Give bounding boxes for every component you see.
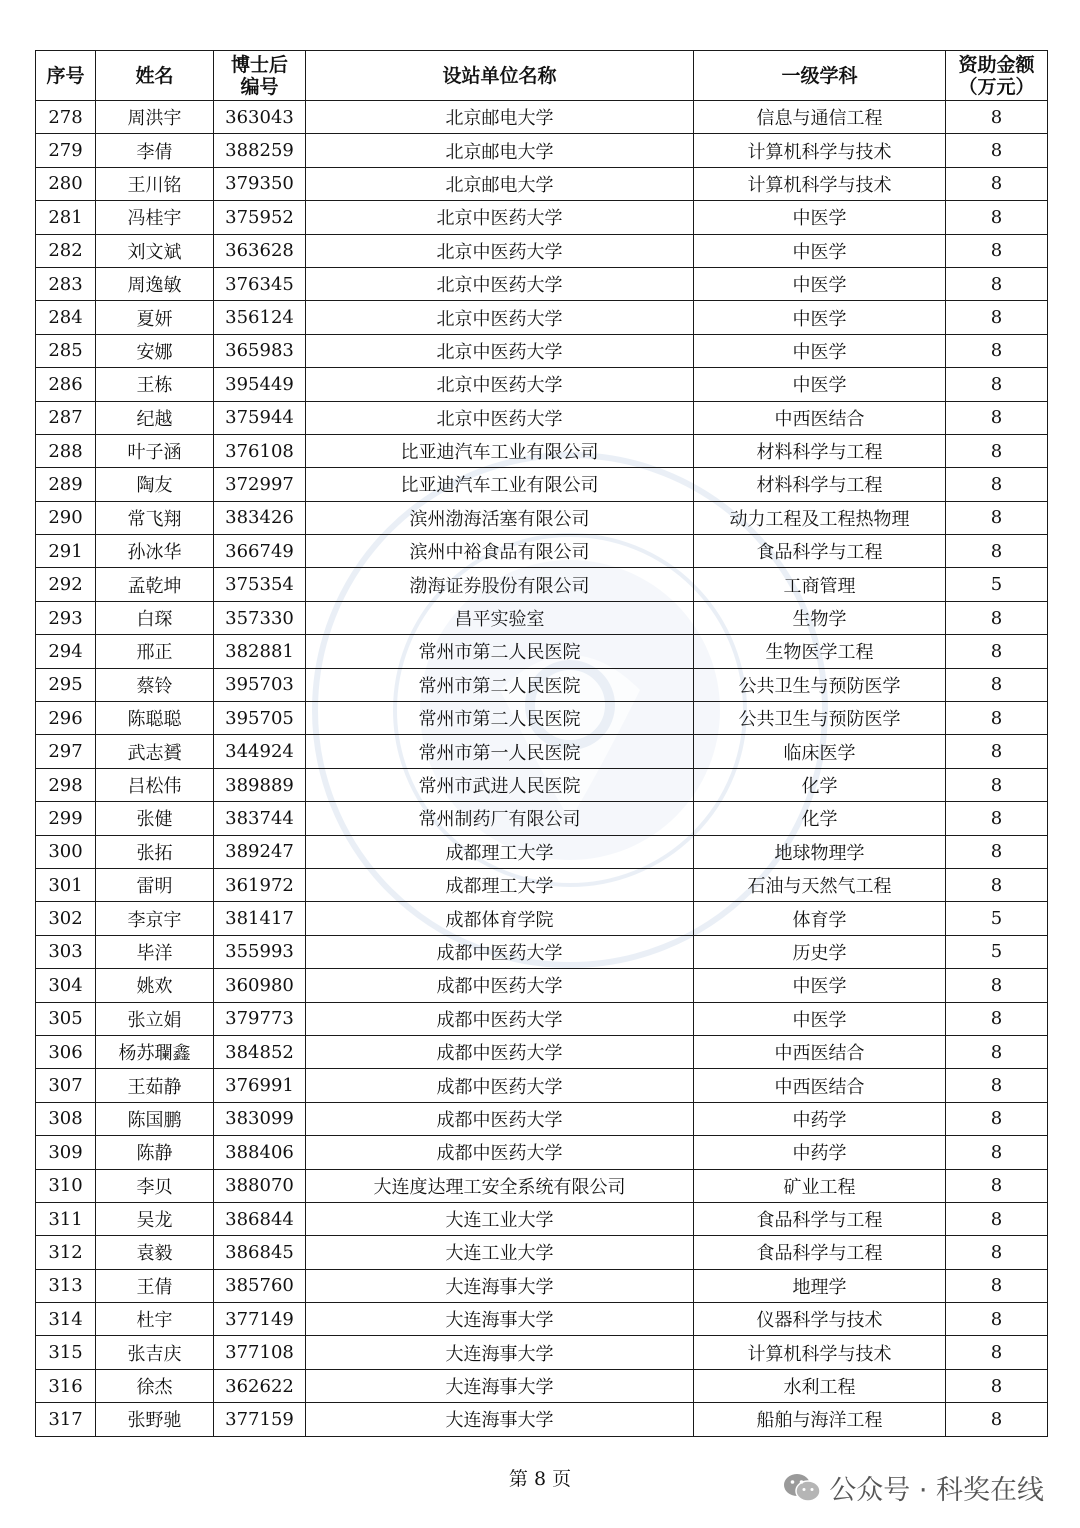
cell-unit: 成都中医药大学 (306, 935, 694, 968)
cell-id: 356124 (214, 301, 306, 334)
table-row (36, 434, 1048, 467)
cell-unit: 北京中医药大学 (306, 334, 694, 367)
cell-id: 361972 (214, 868, 306, 901)
cell-discipline: 中西医结合 (694, 1035, 946, 1068)
cell-amount: 8 (946, 201, 1048, 234)
table-row (36, 134, 1048, 167)
cell-discipline: 公共卫生与预防医学 (694, 702, 946, 735)
cell-name: 孟乾坤 (96, 568, 214, 601)
cell-unit: 成都中医药大学 (306, 1102, 694, 1135)
cell-name: 吕松伟 (96, 768, 214, 801)
cell-index: 296 (36, 702, 96, 735)
cell-discipline: 食品科学与工程 (694, 535, 946, 568)
cell-index: 299 (36, 802, 96, 835)
cell-index: 308 (36, 1102, 96, 1135)
cell-name: 杨苏瓓鑫 (96, 1035, 214, 1068)
cell-id: 389889 (214, 768, 306, 801)
cell-discipline: 中药学 (694, 1136, 946, 1169)
wechat-account-label: 公众号 · 科奖在线 (829, 1475, 1044, 1506)
cell-name: 纪越 (96, 401, 214, 434)
cell-discipline: 中医学 (694, 267, 946, 300)
cell-name: 夏妍 (96, 301, 214, 334)
cell-id: 383426 (214, 501, 306, 534)
cell-id: 386845 (214, 1236, 306, 1269)
cell-index: 283 (36, 267, 96, 300)
cell-index: 295 (36, 668, 96, 701)
cell-amount: 8 (946, 668, 1048, 701)
table-row (36, 902, 1048, 935)
cell-name: 吴龙 (96, 1202, 214, 1235)
header-postdoc-id (214, 51, 306, 101)
cell-name: 陈国鹏 (96, 1102, 214, 1135)
cell-unit: 昌平实验室 (306, 601, 694, 634)
cell-name: 白琛 (96, 601, 214, 634)
cell-unit: 常州市第二人民医院 (306, 635, 694, 668)
cell-discipline: 食品科学与工程 (694, 1202, 946, 1235)
cell-name: 安娜 (96, 334, 214, 367)
cell-amount: 8 (946, 768, 1048, 801)
cell-unit: 大连工业大学 (306, 1202, 694, 1235)
cell-unit: 常州制药厂有限公司 (306, 802, 694, 835)
cell-discipline: 化学 (694, 768, 946, 801)
cell-id: 375354 (214, 568, 306, 601)
cell-discipline: 矿业工程 (694, 1169, 946, 1202)
cell-index: 278 (36, 101, 96, 134)
cell-amount: 8 (946, 1403, 1048, 1436)
cell-amount: 8 (946, 101, 1048, 134)
cell-id: 377149 (214, 1303, 306, 1336)
header-name: 姓名 (96, 51, 214, 101)
cell-discipline: 体育学 (694, 902, 946, 935)
cell-discipline: 生物医学工程 (694, 635, 946, 668)
cell-index: 302 (36, 902, 96, 935)
cell-discipline: 水利工程 (694, 1369, 946, 1402)
page-number: 第 8 页 (508, 1468, 572, 1490)
cell-name: 王川铭 (96, 167, 214, 200)
cell-discipline: 材料科学与工程 (694, 434, 946, 467)
cell-unit: 成都理工大学 (306, 868, 694, 901)
cell-unit: 北京邮电大学 (306, 134, 694, 167)
cell-discipline: 仪器科学与技术 (694, 1303, 946, 1336)
cell-name: 王栋 (96, 368, 214, 401)
cell-id: 379773 (214, 1002, 306, 1035)
cell-discipline: 地球物理学 (694, 835, 946, 868)
header-postdoc-id-line2: 编号 (240, 75, 279, 98)
cell-unit: 滨州渤海活塞有限公司 (306, 501, 694, 534)
cell-id: 389247 (214, 835, 306, 868)
cell-name: 张健 (96, 802, 214, 835)
table-row (36, 835, 1048, 868)
table-row (36, 568, 1048, 601)
cell-unit: 北京邮电大学 (306, 167, 694, 200)
table-row (36, 802, 1048, 835)
cell-unit: 北京中医药大学 (306, 401, 694, 434)
cell-index: 313 (36, 1269, 96, 1302)
cell-index: 288 (36, 434, 96, 467)
table-row (36, 201, 1048, 234)
cell-unit: 大连海事大学 (306, 1369, 694, 1402)
cell-unit: 成都中医药大学 (306, 969, 694, 1002)
cell-discipline: 中医学 (694, 969, 946, 1002)
cell-name: 常飞翔 (96, 501, 214, 534)
cell-discipline: 公共卫生与预防医学 (694, 668, 946, 701)
cell-discipline: 中医学 (694, 301, 946, 334)
cell-amount: 8 (946, 401, 1048, 434)
cell-discipline: 计算机科学与技术 (694, 134, 946, 167)
cell-index: 311 (36, 1202, 96, 1235)
cell-amount: 8 (946, 334, 1048, 367)
cell-amount: 8 (946, 1269, 1048, 1302)
cell-amount: 8 (946, 1236, 1048, 1269)
grant-list-table (35, 50, 1048, 1437)
table-row (36, 1035, 1048, 1068)
cell-discipline: 计算机科学与技术 (694, 1336, 946, 1369)
table-row (36, 1136, 1048, 1169)
cell-index: 307 (36, 1069, 96, 1102)
cell-name: 李贝 (96, 1169, 214, 1202)
cell-name: 刘文斌 (96, 234, 214, 267)
cell-unit: 滨州中裕食品有限公司 (306, 535, 694, 568)
cell-name: 徐杰 (96, 1369, 214, 1402)
cell-discipline: 中医学 (694, 334, 946, 367)
cell-id: 375952 (214, 201, 306, 234)
cell-amount: 8 (946, 835, 1048, 868)
table-row (36, 768, 1048, 801)
cell-name: 陶友 (96, 468, 214, 501)
cell-amount: 8 (946, 501, 1048, 534)
cell-unit: 常州市第二人民医院 (306, 668, 694, 701)
cell-amount: 8 (946, 167, 1048, 200)
cell-unit: 成都体育学院 (306, 902, 694, 935)
cell-id: 376108 (214, 434, 306, 467)
cell-name: 张立娟 (96, 1002, 214, 1035)
cell-amount: 8 (946, 601, 1048, 634)
cell-unit: 北京中医药大学 (306, 234, 694, 267)
table-row (36, 1002, 1048, 1035)
cell-amount: 8 (946, 1336, 1048, 1369)
cell-unit: 大连海事大学 (306, 1303, 694, 1336)
cell-id: 357330 (214, 601, 306, 634)
cell-amount: 8 (946, 1035, 1048, 1068)
cell-name: 邢正 (96, 635, 214, 668)
cell-unit: 比亚迪汽车工业有限公司 (306, 468, 694, 501)
cell-amount: 8 (946, 368, 1048, 401)
cell-index: 291 (36, 535, 96, 568)
cell-index: 304 (36, 969, 96, 1002)
header-discipline: 一级学科 (694, 51, 946, 101)
cell-id: 395703 (214, 668, 306, 701)
cell-id: 385760 (214, 1269, 306, 1302)
cell-amount: 8 (946, 468, 1048, 501)
cell-index: 300 (36, 835, 96, 868)
table-row (36, 1269, 1048, 1302)
table-row (36, 1202, 1048, 1235)
table-row (36, 1169, 1048, 1202)
cell-index: 289 (36, 468, 96, 501)
cell-name: 陈静 (96, 1136, 214, 1169)
cell-index: 280 (36, 167, 96, 200)
cell-name: 毕洋 (96, 935, 214, 968)
cell-index: 309 (36, 1136, 96, 1169)
cell-index: 317 (36, 1403, 96, 1436)
cell-unit: 大连工业大学 (306, 1236, 694, 1269)
cell-name: 陈聪聪 (96, 702, 214, 735)
cell-discipline: 中医学 (694, 368, 946, 401)
table-row (36, 735, 1048, 768)
cell-id: 355993 (214, 935, 306, 968)
cell-amount: 8 (946, 234, 1048, 267)
cell-unit: 成都中医药大学 (306, 1136, 694, 1169)
cell-unit: 成都理工大学 (306, 835, 694, 868)
cell-name: 李京宇 (96, 902, 214, 935)
header-amount-line1: 资助金额 (958, 53, 1035, 76)
table-row (36, 101, 1048, 134)
cell-amount: 8 (946, 1202, 1048, 1235)
cell-amount: 8 (946, 1303, 1048, 1336)
cell-name: 叶子涵 (96, 434, 214, 467)
cell-unit: 常州市第一人民医院 (306, 735, 694, 768)
cell-discipline: 中医学 (694, 1002, 946, 1035)
cell-unit: 北京中医药大学 (306, 301, 694, 334)
cell-index: 298 (36, 768, 96, 801)
cell-id: 384852 (214, 1035, 306, 1068)
cell-id: 363628 (214, 234, 306, 267)
cell-unit: 成都中医药大学 (306, 1002, 694, 1035)
cell-discipline: 中医学 (694, 201, 946, 234)
cell-name: 姚欢 (96, 969, 214, 1002)
cell-amount: 8 (946, 535, 1048, 568)
cell-id: 377108 (214, 1336, 306, 1369)
cell-amount: 8 (946, 969, 1048, 1002)
cell-index: 316 (36, 1369, 96, 1402)
cell-index: 314 (36, 1303, 96, 1336)
cell-discipline: 生物学 (694, 601, 946, 634)
cell-id: 376991 (214, 1069, 306, 1102)
cell-amount: 5 (946, 568, 1048, 601)
cell-id: 372997 (214, 468, 306, 501)
cell-amount: 8 (946, 1102, 1048, 1135)
cell-name: 王茹静 (96, 1069, 214, 1102)
table-row (36, 601, 1048, 634)
cell-amount: 8 (946, 1069, 1048, 1102)
cell-id: 386844 (214, 1202, 306, 1235)
cell-discipline: 动力工程及工程热物理 (694, 501, 946, 534)
cell-id: 388070 (214, 1169, 306, 1202)
cell-name: 蔡铃 (96, 668, 214, 701)
cell-name: 王倩 (96, 1269, 214, 1302)
header-unit: 设站单位名称 (306, 51, 694, 101)
cell-name: 孙冰华 (96, 535, 214, 568)
cell-id: 360980 (214, 969, 306, 1002)
cell-discipline: 临床医学 (694, 735, 946, 768)
cell-discipline: 中西医结合 (694, 401, 946, 434)
cell-index: 306 (36, 1035, 96, 1068)
table-row (36, 167, 1048, 200)
cell-index: 312 (36, 1236, 96, 1269)
cell-amount: 5 (946, 902, 1048, 935)
cell-index: 294 (36, 635, 96, 668)
header-postdoc-id-line1: 博士后 (230, 53, 288, 76)
cell-unit: 常州市武进人民医院 (306, 768, 694, 801)
table-row (36, 1102, 1048, 1135)
cell-index: 297 (36, 735, 96, 768)
table-header-row (36, 51, 1048, 101)
table-row (36, 501, 1048, 534)
cell-name: 张野驰 (96, 1403, 214, 1436)
cell-id: 395449 (214, 368, 306, 401)
cell-index: 301 (36, 868, 96, 901)
cell-unit: 北京中医药大学 (306, 201, 694, 234)
cell-id: 375944 (214, 401, 306, 434)
cell-id: 395705 (214, 702, 306, 735)
cell-name: 雷明 (96, 868, 214, 901)
cell-name: 张拓 (96, 835, 214, 868)
cell-unit: 北京中医药大学 (306, 267, 694, 300)
header-amount (946, 51, 1048, 101)
table-row (36, 535, 1048, 568)
cell-name: 周逸敏 (96, 267, 214, 300)
cell-discipline: 历史学 (694, 935, 946, 968)
table-row (36, 868, 1048, 901)
cell-index: 286 (36, 368, 96, 401)
cell-index: 287 (36, 401, 96, 434)
cell-name: 袁毅 (96, 1236, 214, 1269)
table-row (36, 1303, 1048, 1336)
cell-id: 388406 (214, 1136, 306, 1169)
table-row (36, 635, 1048, 668)
cell-id: 383099 (214, 1102, 306, 1135)
cell-discipline: 材料科学与工程 (694, 468, 946, 501)
table-row (36, 401, 1048, 434)
cell-discipline: 化学 (694, 802, 946, 835)
cell-index: 310 (36, 1169, 96, 1202)
table-row (36, 1069, 1048, 1102)
cell-name: 冯桂宇 (96, 201, 214, 234)
table-row (36, 1336, 1048, 1369)
cell-unit: 大连海事大学 (306, 1269, 694, 1302)
cell-index: 315 (36, 1336, 96, 1369)
cell-name: 武志贇 (96, 735, 214, 768)
cell-unit: 比亚迪汽车工业有限公司 (306, 434, 694, 467)
cell-amount: 8 (946, 735, 1048, 768)
cell-index: 279 (36, 134, 96, 167)
cell-name: 杜宇 (96, 1303, 214, 1336)
cell-amount: 8 (946, 1169, 1048, 1202)
cell-unit: 大连海事大学 (306, 1403, 694, 1436)
cell-amount: 8 (946, 134, 1048, 167)
table-row (36, 969, 1048, 1002)
table-row (36, 1236, 1048, 1269)
cell-id: 381417 (214, 902, 306, 935)
cell-unit: 北京中医药大学 (306, 368, 694, 401)
cell-id: 362622 (214, 1369, 306, 1402)
header-amount-line2: （万元） (958, 75, 1035, 98)
table-row (36, 668, 1048, 701)
cell-unit: 成都中医药大学 (306, 1069, 694, 1102)
cell-id: 388259 (214, 134, 306, 167)
cell-discipline: 石油与天然气工程 (694, 868, 946, 901)
cell-amount: 8 (946, 267, 1048, 300)
table-row (36, 468, 1048, 501)
cell-amount: 8 (946, 635, 1048, 668)
table-row (36, 1403, 1048, 1436)
cell-index: 285 (36, 334, 96, 367)
table-row (36, 935, 1048, 968)
cell-unit: 北京邮电大学 (306, 101, 694, 134)
cell-index: 282 (36, 234, 96, 267)
cell-amount: 5 (946, 935, 1048, 968)
cell-amount: 8 (946, 1369, 1048, 1402)
cell-amount: 8 (946, 1136, 1048, 1169)
cell-index: 284 (36, 301, 96, 334)
cell-id: 366749 (214, 535, 306, 568)
cell-id: 377159 (214, 1403, 306, 1436)
cell-index: 281 (36, 201, 96, 234)
cell-amount: 8 (946, 802, 1048, 835)
cell-id: 382881 (214, 635, 306, 668)
cell-amount: 8 (946, 702, 1048, 735)
cell-discipline: 地理学 (694, 1269, 946, 1302)
cell-discipline: 计算机科学与技术 (694, 167, 946, 200)
cell-unit: 大连度达理工安全系统有限公司 (306, 1169, 694, 1202)
cell-index: 293 (36, 601, 96, 634)
cell-discipline: 中西医结合 (694, 1069, 946, 1102)
cell-id: 363043 (214, 101, 306, 134)
cell-amount: 8 (946, 868, 1048, 901)
cell-name: 周洪宇 (96, 101, 214, 134)
table-row (36, 267, 1048, 300)
table-row (36, 334, 1048, 367)
cell-id: 344924 (214, 735, 306, 768)
cell-discipline: 信息与通信工程 (694, 101, 946, 134)
cell-amount: 8 (946, 434, 1048, 467)
table-row (36, 1369, 1048, 1402)
cell-unit: 渤海证券股份有限公司 (306, 568, 694, 601)
header-index: 序号 (36, 51, 96, 101)
cell-discipline: 食品科学与工程 (694, 1236, 946, 1269)
cell-discipline: 中医学 (694, 234, 946, 267)
wechat-account-badge (783, 1468, 1044, 1507)
cell-name: 张吉庆 (96, 1336, 214, 1369)
cell-amount: 8 (946, 1002, 1048, 1035)
table-row (36, 368, 1048, 401)
cell-discipline: 船舶与海洋工程 (694, 1403, 946, 1436)
cell-index: 290 (36, 501, 96, 534)
cell-name: 李倩 (96, 134, 214, 167)
table-row (36, 234, 1048, 267)
cell-discipline: 工商管理 (694, 568, 946, 601)
cell-index: 292 (36, 568, 96, 601)
cell-unit: 大连海事大学 (306, 1336, 694, 1369)
wechat-icon (783, 1472, 821, 1504)
table-row (36, 702, 1048, 735)
cell-unit: 成都中医药大学 (306, 1035, 694, 1068)
cell-id: 379350 (214, 167, 306, 200)
cell-index: 305 (36, 1002, 96, 1035)
cell-index: 303 (36, 935, 96, 968)
cell-unit: 常州市第二人民医院 (306, 702, 694, 735)
cell-amount: 8 (946, 301, 1048, 334)
cell-id: 365983 (214, 334, 306, 367)
cell-discipline: 中药学 (694, 1102, 946, 1135)
cell-id: 376345 (214, 267, 306, 300)
cell-id: 383744 (214, 802, 306, 835)
table-row (36, 301, 1048, 334)
